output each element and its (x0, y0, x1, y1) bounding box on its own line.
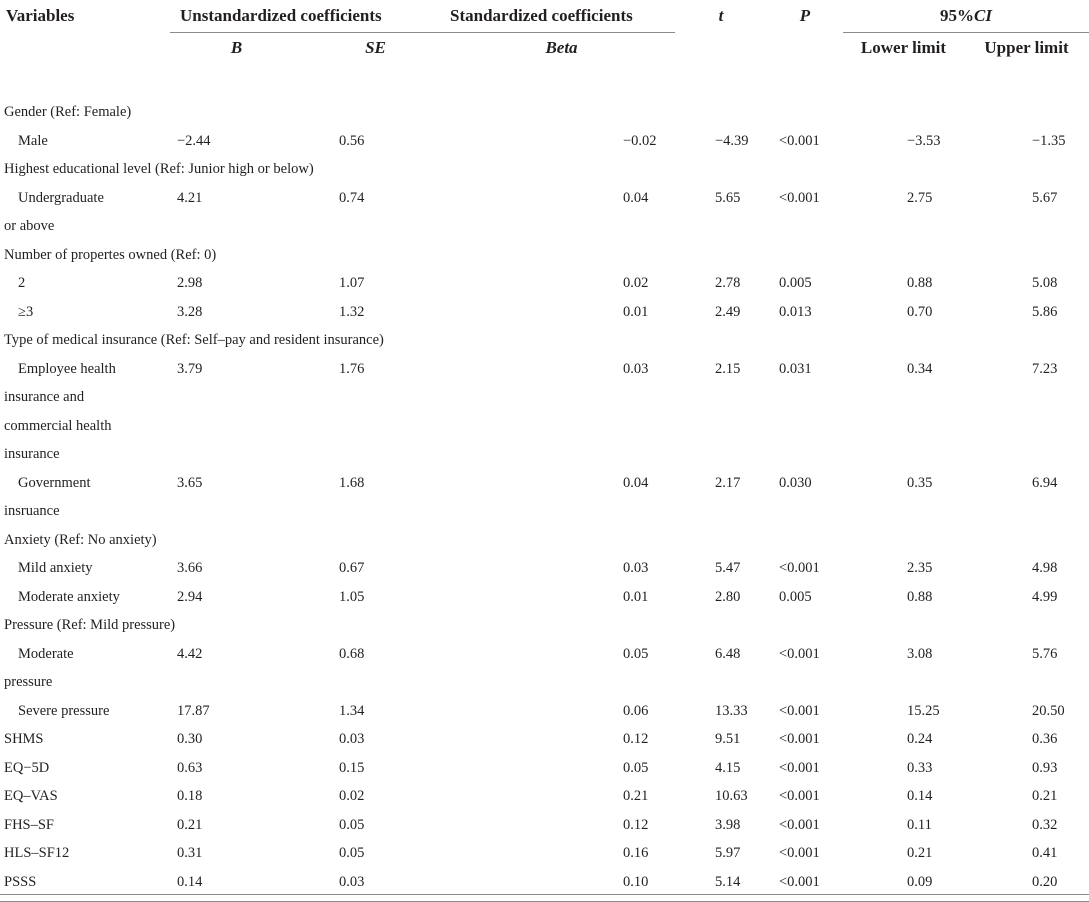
cell-b: −2.44 (177, 132, 211, 149)
header-ci (843, 0, 1089, 33)
cell-beta: 0.12 (623, 816, 649, 833)
cell-se: 0.05 (339, 816, 365, 833)
table-row (0, 554, 1089, 583)
cell-upper: 5.08 (1032, 275, 1058, 291)
row-label-continuation: insurance (4, 446, 60, 462)
cell-beta: 0.21 (623, 788, 649, 804)
cell-p: 0.005 (779, 275, 812, 291)
cell-se: 0.15 (339, 759, 365, 776)
cell-b: 0.21 (177, 816, 203, 833)
header-p: P (799, 6, 811, 25)
cell-lower: 0.70 (907, 303, 933, 320)
cell-beta: 0.01 (623, 588, 649, 605)
cell-t: 5.14 (675, 868, 767, 902)
cell-b: 3.66 (177, 560, 203, 576)
header-row-1 (0, 0, 1089, 33)
cell-se: 0.56 (339, 132, 365, 149)
row-label (0, 355, 170, 469)
cell-beta: 0.03 (623, 560, 649, 576)
cell-t: 6.48 (715, 645, 741, 662)
row-label (0, 269, 170, 298)
header-se: SE (365, 38, 386, 57)
cell-lower: 2.75 (907, 189, 933, 206)
row-label (0, 868, 170, 902)
cell-upper: 20.50 (1032, 702, 1065, 719)
cell-lower: 15.25 (907, 702, 940, 719)
cell-beta: 0.16 (623, 845, 649, 861)
row-label (0, 469, 170, 526)
cell-p: <0.001 (779, 132, 820, 149)
table-row (0, 782, 1089, 811)
row-label-text: Employee health (18, 360, 116, 377)
cell-lower: 0.88 (907, 275, 933, 291)
cell-lower: 0.88 (907, 588, 933, 605)
header-upper: Upper limit (984, 38, 1069, 57)
category-row (0, 611, 1089, 640)
cell-se: 0.74 (339, 189, 365, 206)
cell-lower: 0.33 (907, 759, 933, 776)
cell-b: 0.18 (177, 788, 203, 804)
row-label (0, 725, 170, 754)
cell-t: 5.97 (715, 845, 741, 861)
row-label-continuation: commercial health (4, 417, 112, 434)
category-label: Type of medical insurance (Ref: Self–pay and resident insurance) (4, 332, 384, 348)
row-label-text: SHMS (4, 731, 44, 747)
cell-p: 0.005 (779, 588, 812, 605)
row-label (0, 640, 170, 697)
cell-beta: −0.02 (623, 132, 657, 149)
cell-se: 0.68 (339, 645, 365, 662)
table-row (0, 127, 1089, 156)
cell-upper: 0.32 (1032, 816, 1058, 833)
cell-upper: 5.86 (1032, 303, 1058, 320)
table-row (0, 811, 1089, 840)
row-label-text: PSSS (4, 873, 37, 890)
table-row (0, 355, 1089, 469)
cell-b: 0.31 (177, 845, 203, 861)
cell-b: 2.94 (177, 588, 203, 605)
row-label (0, 754, 170, 783)
category-label: Pressure (Ref: Mild pressure) (4, 617, 176, 633)
cell-upper: 0.41 (1032, 845, 1058, 861)
table-header (0, 0, 1089, 80)
cell-upper: 5.67 (1032, 189, 1058, 206)
cell-p: <0.001 (779, 560, 820, 576)
cell-p: <0.001 (779, 645, 820, 662)
row-label-text: EQ−5D (4, 759, 50, 776)
row-label-text: ≥3 (18, 303, 34, 320)
row-label (0, 583, 170, 612)
cell-beta: 0.06 (623, 702, 649, 719)
row-label-text: FHS–SF (4, 816, 54, 833)
row-label-text: HLS–SF12 (4, 845, 70, 861)
cell-upper: 4.99 (1032, 588, 1058, 605)
row-label-text: Undergraduate (18, 189, 104, 206)
cell-beta: 0.12 (623, 731, 649, 747)
cell-se: 1.32 (339, 303, 365, 320)
table-row (0, 697, 1089, 726)
cell-se: 0.03 (303, 868, 448, 902)
cell-p: 0.013 (779, 303, 812, 320)
row-label-text: Moderate (18, 645, 74, 662)
header-unstandardized: Unstandardized coefficients (170, 0, 448, 33)
table-row (0, 469, 1089, 526)
category-label: Number of propertes owned (Ref: 0) (4, 246, 217, 263)
cell-beta: 0.10 (448, 868, 675, 902)
cell-upper: 0.93 (1032, 759, 1058, 776)
header-beta: Beta (545, 38, 578, 57)
header-lower: Lower limit (860, 38, 947, 57)
cell-p: <0.001 (779, 816, 820, 833)
cell-se: 1.34 (339, 702, 365, 719)
cell-p: <0.001 (779, 702, 820, 719)
row-label-text: 2 (18, 275, 26, 291)
cell-upper: 5.76 (1032, 645, 1058, 662)
cell-upper: 0.36 (1032, 731, 1058, 747)
cell-b: 0.63 (177, 759, 203, 776)
cell-p: <0.001 (779, 189, 820, 206)
category-label: Gender (Ref: Female) (4, 104, 132, 120)
category-row (0, 326, 1089, 355)
cell-p: 0.031 (779, 360, 812, 377)
cell-lower: 0.11 (907, 816, 932, 833)
cell-t: 2.80 (715, 588, 741, 605)
table-row (0, 184, 1089, 241)
row-label (0, 554, 170, 583)
cell-lower: −3.53 (907, 132, 941, 149)
cell-t: 9.51 (715, 731, 741, 747)
table-row (0, 754, 1089, 783)
header-ci-suffix: CI (974, 6, 992, 25)
cell-t: 10.63 (715, 788, 748, 804)
row-label-text: Male (18, 132, 48, 149)
cell-beta: 0.02 (623, 275, 649, 291)
cell-t: 2.15 (715, 360, 741, 377)
cell-se: 0.67 (339, 560, 365, 576)
row-label (0, 782, 170, 811)
cell-t: 3.98 (715, 816, 741, 833)
cell-se: 1.68 (339, 474, 365, 491)
cell-se: 1.76 (339, 360, 365, 377)
cell-upper: 4.98 (1032, 560, 1058, 576)
cell-b: 0.30 (177, 731, 203, 747)
header-variables: Variables (6, 6, 75, 25)
cell-lower: 0.09 (843, 868, 964, 902)
table-row (0, 269, 1089, 298)
row-label-text: Moderate anxiety (18, 588, 120, 605)
row-label (0, 184, 170, 241)
cell-p: 0.030 (779, 474, 812, 491)
cell-beta: 0.04 (623, 189, 649, 206)
cell-b: 2.98 (177, 275, 203, 291)
row-label-text: Severe pressure (18, 702, 110, 719)
cell-upper: 0.20 (964, 868, 1089, 902)
category-row (0, 80, 1089, 127)
cell-beta: 0.05 (623, 645, 649, 662)
cell-upper: 6.94 (1032, 474, 1058, 491)
cell-t: 2.78 (715, 275, 741, 291)
row-label-text: Government (18, 474, 91, 491)
cell-p: <0.001 (779, 788, 820, 804)
cell-se: 0.05 (339, 845, 365, 861)
cell-lower: 0.34 (907, 360, 933, 377)
cell-beta: 0.03 (623, 360, 649, 377)
cell-b: 17.87 (177, 702, 210, 719)
cell-p: <0.001 (779, 731, 820, 747)
cell-b: 3.65 (177, 474, 203, 491)
cell-t: 13.33 (715, 702, 748, 719)
header-t: t (718, 6, 724, 25)
table-bottom-rule (0, 894, 1089, 895)
cell-upper: 0.21 (1032, 788, 1058, 804)
cell-t: 4.15 (715, 759, 741, 776)
table-row (0, 583, 1089, 612)
cell-t: 2.17 (715, 474, 741, 491)
cell-b: 4.42 (177, 645, 203, 662)
row-label-continuation: insruance (4, 503, 60, 519)
row-label-text: EQ–VAS (4, 788, 58, 804)
cell-b: 3.79 (177, 360, 203, 377)
table-row (0, 725, 1089, 754)
category-row (0, 241, 1089, 270)
cell-lower: 0.24 (907, 731, 933, 747)
table-row (0, 298, 1089, 327)
cell-beta: 0.01 (623, 303, 649, 320)
header-b: B (230, 38, 243, 57)
table-row (0, 640, 1089, 697)
cell-lower: 0.21 (907, 845, 933, 861)
row-label (0, 697, 170, 726)
cell-beta: 0.04 (623, 474, 649, 491)
table-row (0, 839, 1089, 868)
cell-upper: 7.23 (1032, 360, 1058, 377)
table-row (0, 868, 1089, 902)
cell-t: −4.39 (715, 132, 749, 149)
cell-se: 1.05 (339, 588, 365, 605)
category-label: Anxiety (Ref: No anxiety) (4, 531, 157, 548)
category-label: Highest educational level (Ref: Junior high or below) (4, 161, 314, 177)
cell-lower: 3.08 (907, 645, 933, 662)
cell-p: <0.001 (779, 845, 820, 861)
cell-beta: 0.05 (623, 759, 649, 776)
cell-b: 4.21 (177, 189, 203, 206)
row-label (0, 127, 170, 156)
row-label (0, 298, 170, 327)
cell-t: 2.49 (715, 303, 741, 320)
cell-se: 1.07 (339, 275, 365, 291)
row-label (0, 811, 170, 840)
category-row (0, 526, 1089, 555)
cell-lower: 0.14 (907, 788, 933, 804)
table-body (0, 80, 1089, 902)
cell-lower: 2.35 (907, 560, 933, 576)
row-label-continuation: or above (4, 218, 55, 234)
row-label (0, 839, 170, 868)
row-label-text: Mild anxiety (18, 560, 93, 576)
cell-b: 0.14 (170, 868, 303, 902)
cell-b: 3.28 (177, 303, 203, 320)
header-standardized: Standardized coefficients (448, 0, 675, 33)
cell-t: 5.47 (715, 560, 741, 576)
cell-t: 5.65 (715, 189, 741, 206)
row-label-continuation: insurance and (4, 389, 85, 405)
cell-se: 0.02 (339, 788, 365, 804)
category-row (0, 155, 1089, 184)
cell-p: <0.001 (767, 868, 843, 902)
cell-lower: 0.35 (907, 474, 933, 491)
row-label-continuation: pressure (4, 674, 53, 690)
header-ci-prefix: 95% (940, 6, 975, 25)
cell-se: 0.03 (339, 731, 365, 747)
cell-p: <0.001 (779, 759, 820, 776)
cell-upper: −1.35 (1032, 132, 1066, 149)
